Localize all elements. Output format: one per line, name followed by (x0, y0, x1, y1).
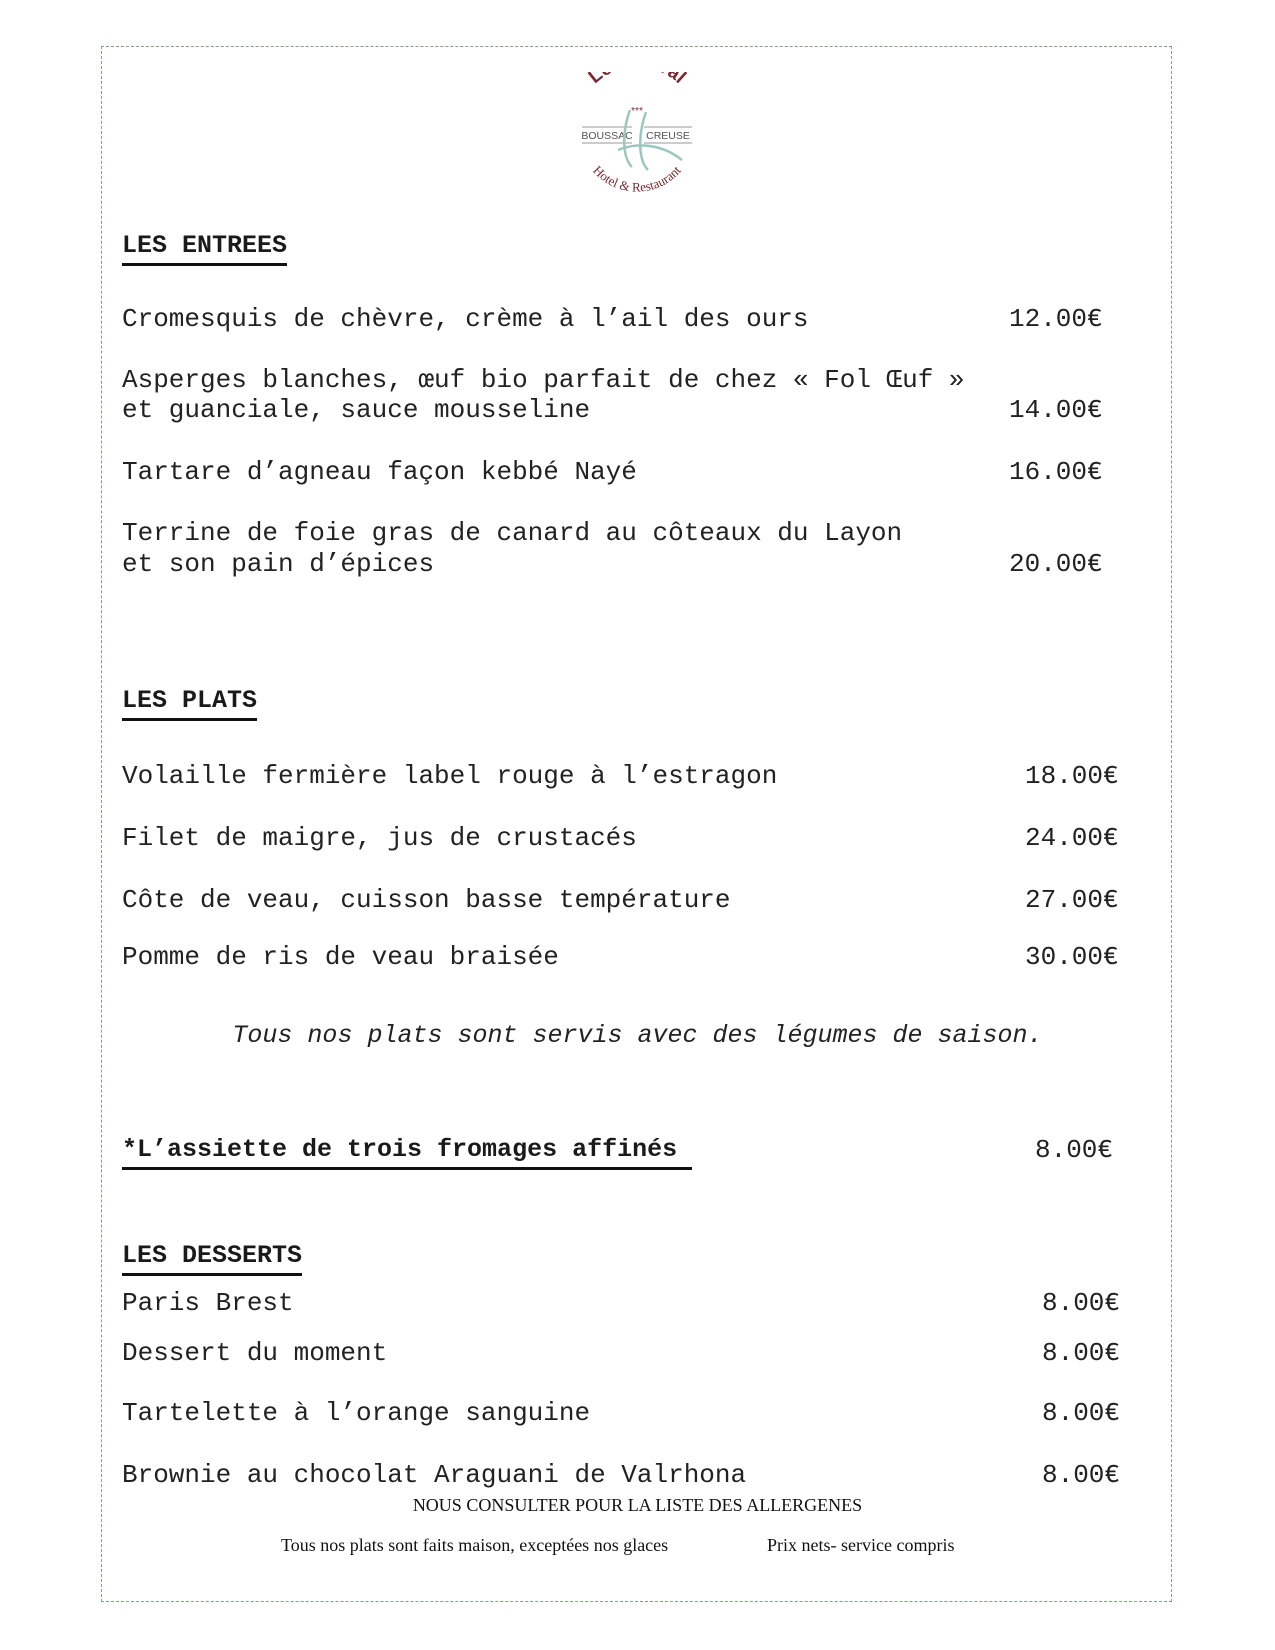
menu-item-label: Terrine de foie gras de canard au côteaux du Layon (122, 518, 903, 548)
menu-item-label: Brownie au chocolat Araguani de Valrhona (122, 1460, 747, 1490)
homemade-notice: Tous nos plats sont faits maison, exceptées nos glaces (281, 1535, 669, 1555)
menu-item-label: Filet de maigre, jus de crustacés (122, 823, 637, 853)
menu-item-price: 14.00€ (1009, 395, 1103, 425)
vegetables-note: Tous nos plats sont servis avec des légumes de saison. (232, 1021, 1043, 1050)
menu-item-price: 8.00€ (1042, 1398, 1121, 1428)
logo-left-text: BOUSSAC (581, 130, 633, 142)
logo-stars: *** (631, 106, 643, 117)
menu-item-price: 18.00€ (1025, 761, 1119, 791)
menu-item-price: 20.00€ (1009, 549, 1103, 579)
prices-notice: Prix nets- service compris (767, 1535, 955, 1555)
menu-item-price: 12.00€ (1009, 304, 1103, 334)
menu-item-label: Tartare d’agneau façon kebbé Nayé (122, 457, 637, 487)
menu-item-label-line2: et son pain d’épices (122, 549, 435, 579)
menu-item-price: 8.00€ (1042, 1338, 1121, 1368)
menu-item-label: Pomme de ris de veau braisée (122, 942, 559, 972)
cheese-plate-label: *L’assiette de trois fromages affinés (122, 1135, 692, 1170)
allergens-notice: NOUS CONSULTER POUR LA LISTE DES ALLERGENES (412, 1495, 863, 1515)
logo-right-text: CREUSE (646, 130, 690, 142)
menu-item-label-line2: et guanciale, sauce mousseline (122, 395, 591, 425)
hotel-logo (552, 72, 722, 212)
menu-item-label: Dessert du moment (122, 1338, 388, 1368)
menu-item-label: Tartelette à l’orange sanguine (122, 1398, 591, 1428)
menu-item-price: 27.00€ (1025, 885, 1119, 915)
section-heading-plats: LES PLATS (122, 686, 257, 721)
section-heading-desserts: LES DESSERTS (122, 1241, 302, 1276)
menu-item-price: 16.00€ (1009, 457, 1103, 487)
menu-item-label: Volaille fermière label rouge à l’estragon (122, 761, 778, 791)
logo-subtitle: Hotel & Restaurant (590, 162, 684, 195)
menu-item-price: 8.00€ (1042, 1460, 1121, 1490)
menu-item-label: Cromesquis de chèvre, crème à l’ail des ours (122, 304, 809, 334)
menu-item-price: 30.00€ (1025, 942, 1119, 972)
menu-item-label: Paris Brest (122, 1288, 294, 1318)
menu-item-price: 24.00€ (1025, 823, 1119, 853)
menu-item-label: Asperges blanches, œuf bio parfait de chez « Fol Œuf » (122, 365, 965, 395)
menu-item-price: 8.00€ (1042, 1288, 1121, 1318)
section-heading-entrees: LES ENTREES (122, 231, 287, 266)
logo-name: L al (584, 72, 690, 88)
cheese-plate-price: 8.00€ (1035, 1135, 1114, 1165)
menu-item-label: Côte de veau, cuisson basse température (122, 885, 731, 915)
